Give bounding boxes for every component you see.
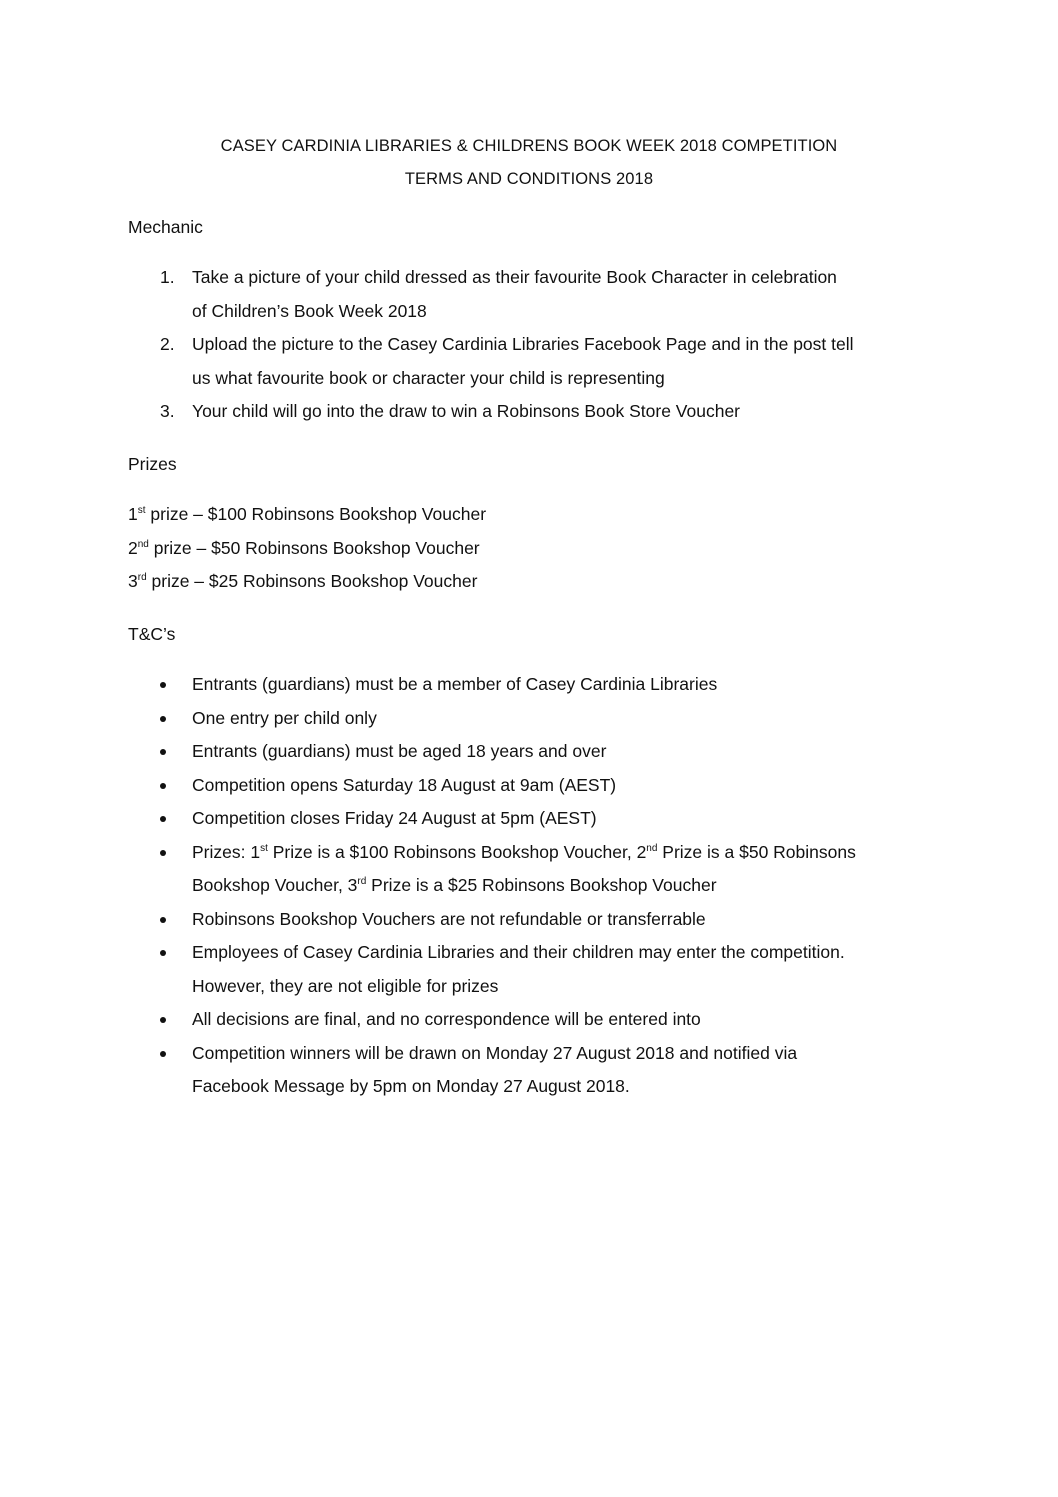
- mechanic-list: [0, 261, 952, 429]
- tcs-item: [0, 735, 952, 769]
- tcs-item: [0, 668, 952, 702]
- bullet-icon: [160, 816, 166, 822]
- ordinal-suffix: nd: [646, 842, 658, 854]
- bullet-icon: [160, 917, 166, 923]
- tcs-item-text: [192, 869, 952, 903]
- tcs-item-text: All decisions are final, and no correspondence will be entered into: [192, 1009, 701, 1029]
- tcs-item: [0, 936, 952, 1003]
- bullet-icon: [160, 716, 166, 722]
- prize-row: [128, 498, 486, 532]
- tcs-item: [0, 903, 952, 937]
- tcs-item-text: Entrants (guardians) must be aged 18 years and over: [192, 741, 607, 761]
- prize-text: prize – $50 Robinsons Bookshop Voucher: [148, 537, 480, 558]
- mechanic-item-line: us what favourite book or character your child is representing: [192, 367, 665, 388]
- tcs-text-part: Prize is a $25 Robinsons Bookshop Voucher: [366, 875, 717, 895]
- tcs-item-text: Competition winners will be drawn on Monday 27 August 2018 and notified via: [192, 1042, 798, 1063]
- bullet-icon: [160, 783, 166, 789]
- prizes-list: [128, 498, 486, 599]
- tcs-item: [0, 769, 952, 803]
- mechanic-item: [0, 395, 952, 429]
- bullet-icon: [160, 1051, 166, 1057]
- bullet-icon: [160, 749, 166, 755]
- prize-ordinal: 2: [128, 537, 138, 558]
- tcs-item-text: Entrants (guardians) must be a member of Casey Cardinia Libraries: [192, 674, 718, 694]
- prize-ordinal-suffix: st: [137, 505, 146, 517]
- tcs-item-text: However, they are not eligible for prizes: [192, 975, 499, 996]
- tcs-item: [0, 702, 952, 736]
- tcs-text-part: Prizes: 1: [192, 841, 261, 862]
- tcs-item-text: Competition closes Friday 24 August at 5pm (AEST): [192, 808, 597, 828]
- ordinal-suffix: st: [260, 842, 268, 854]
- tcs-text-part: Bookshop Voucher, 3: [192, 875, 358, 895]
- tcs-item: [0, 802, 952, 836]
- ordinal-suffix: rd: [357, 876, 367, 888]
- tcs-item-text: [192, 836, 952, 870]
- tcs-item: [0, 1037, 952, 1104]
- tcs-item-text: Competition opens Saturday 18 August at 9am (AEST): [192, 774, 617, 795]
- tcs-text-part: Prize is a $100 Robinsons Bookshop Voucher, 2: [267, 841, 647, 862]
- document-title: [0, 130, 1058, 196]
- prize-text: prize – $25 Robinsons Bookshop Voucher: [146, 571, 478, 591]
- title-line-2: TERMS AND CONDITIONS 2018: [404, 170, 654, 188]
- prizes-heading: Prizes: [128, 454, 177, 474]
- bullet-icon: [160, 682, 166, 688]
- mechanic-item-line: Upload the picture to the Casey Cardinia Libraries Facebook Page and in the post tell: [192, 334, 854, 354]
- tcs-text-part: Prize is a $50 Robinsons: [657, 841, 856, 862]
- title-line-1: CASEY CARDINIA LIBRARIES & CHILDRENS BOOK WEEK 2018 COMPETITION: [220, 137, 838, 155]
- mechanic-item: [0, 328, 952, 395]
- prize-ordinal: 1: [128, 504, 138, 524]
- tcs-item-text: Facebook Message by 5pm on Monday 27 August 2018.: [192, 1076, 630, 1096]
- mechanic-item-line: Take a picture of your child dressed as their favourite Book Character in celebration: [192, 267, 837, 287]
- tcs-item-text: One entry per child only: [192, 707, 377, 728]
- prize-row: [128, 565, 486, 599]
- prize-text: prize – $100 Robinsons Bookshop Voucher: [145, 504, 487, 524]
- list-number: 3.: [160, 401, 175, 421]
- bullet-icon: [160, 850, 166, 856]
- list-number: 2.: [160, 334, 175, 354]
- mechanic-heading: Mechanic: [128, 217, 203, 237]
- tcs-item: [0, 1003, 952, 1037]
- tcs-list: [0, 668, 952, 1104]
- tcs-heading: T&C’s: [128, 624, 176, 644]
- tcs-item-text: Robinsons Bookshop Vouchers are not refundable or transferrable: [192, 908, 706, 929]
- prize-ordinal-suffix: nd: [137, 538, 149, 550]
- list-number: 1.: [160, 267, 175, 287]
- tcs-item: [0, 836, 952, 903]
- prize-ordinal-suffix: rd: [137, 572, 147, 584]
- mechanic-item-line: of Children’s Book Week 2018: [192, 300, 427, 321]
- bullet-icon: [160, 950, 166, 956]
- prize-row: [128, 532, 486, 566]
- tcs-item-text: Employees of Casey Cardinia Libraries and their children may enter the competition.: [192, 942, 845, 962]
- prize-ordinal: 3: [128, 571, 138, 591]
- mechanic-item: [0, 261, 952, 328]
- mechanic-item-line: Your child will go into the draw to win a Robinsons Book Store Voucher: [192, 401, 741, 421]
- bullet-icon: [160, 1017, 166, 1023]
